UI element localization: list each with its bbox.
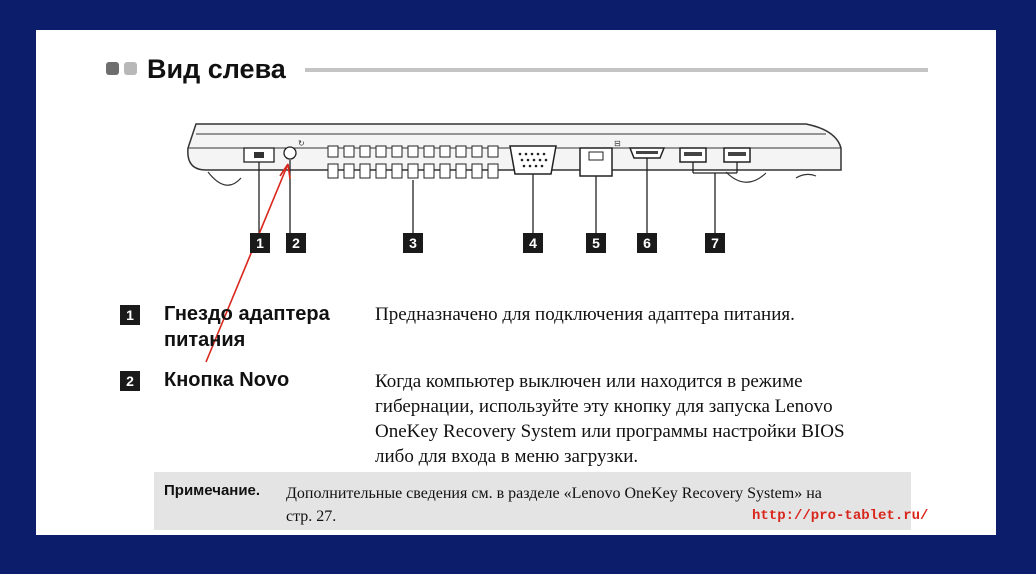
- item-1-name: [164, 301, 330, 353]
- watermark-url: http://pro-tablet.ru/: [752, 508, 929, 524]
- vga-port: [510, 146, 556, 174]
- power-jack-port: [244, 148, 274, 162]
- svg-text:↻: ↻: [298, 139, 305, 148]
- document-page: [36, 30, 996, 535]
- callout-2: 2: [286, 233, 306, 253]
- callout-1: 1: [250, 233, 270, 253]
- item-2-badge: 2: [120, 371, 140, 391]
- item-1-badge: 1: [120, 305, 140, 325]
- item-2-desc-line1: Когда компьютер выключен или находится в режиме: [375, 371, 803, 392]
- callout-4: 4: [523, 233, 543, 253]
- item-2-desc-line4: либо для входа в меню загрузки.: [375, 446, 639, 467]
- item-1-name-line1: Гнездо адаптера: [164, 303, 330, 325]
- note-line2: стр. 27.: [286, 508, 337, 525]
- item-2-desc-line2: гибернации, используйте эту кнопку для запуска Lenovo: [375, 396, 833, 417]
- hdmi-port: [630, 148, 664, 158]
- page-title: Вид слева: [147, 54, 286, 84]
- item-1-description: Предназначено для подключения адаптера питания.: [375, 304, 795, 325]
- note-label: Примечание.: [164, 482, 261, 499]
- item-2-description: [375, 369, 895, 469]
- note-line1: Дополнительные сведения см. в разделе «Lenovo OneKey Recovery System» на: [286, 485, 822, 502]
- callout-5: 5: [586, 233, 606, 253]
- item-1-name-line2: питания: [164, 329, 246, 351]
- callout-6: 6: [637, 233, 657, 253]
- callout-3: 3: [403, 233, 423, 253]
- callout-7: 7: [705, 233, 725, 253]
- item-2-name: Кнопка Novo: [164, 369, 290, 391]
- item-2-desc-line3: OneKey Recovery System или программы настройки BIOS: [375, 421, 845, 442]
- svg-text:⊟: ⊟: [614, 139, 621, 148]
